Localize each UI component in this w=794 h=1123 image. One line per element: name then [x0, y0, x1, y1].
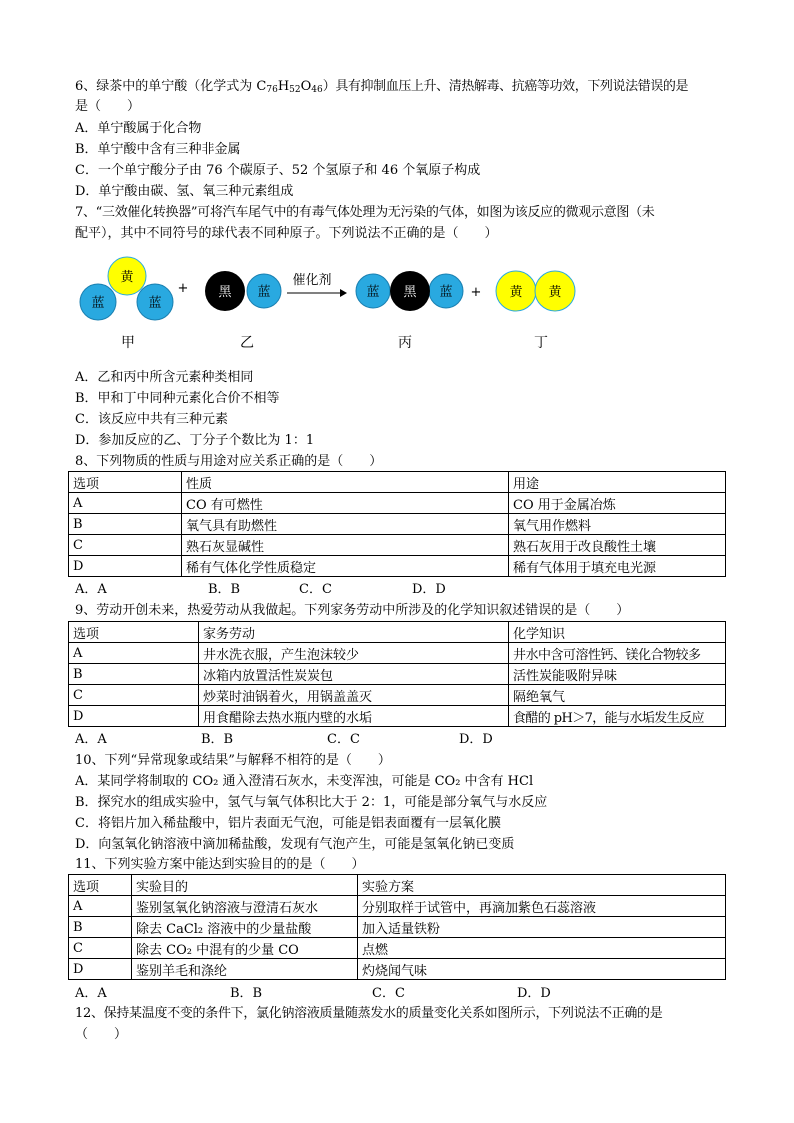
q8-table	[68, 471, 726, 577]
q6-stem-text-end: ）具有抑制血压上升、清热解毒、抗癌等功效，下列说法错误的是	[322, 79, 689, 94]
q6-stem-line2: 是（ ）	[75, 99, 141, 114]
answer-option-c: C．C	[299, 582, 332, 597]
q10-option-d: D．向氢氧化钠溶液中滴加稀盐酸，发现有气泡产生，可能是氢氧化钠已变质	[75, 837, 515, 852]
table-cell: C	[69, 535, 182, 556]
table-row	[69, 556, 726, 577]
table-cell: 井水洗衣服，产生泡沫较少	[199, 643, 509, 664]
atom-label: 蓝	[148, 296, 162, 311]
q7-option-b: B．甲和丁中同种元素化合价不相等	[75, 391, 280, 406]
q6-stem	[75, 78, 688, 95]
table-cell: CO 有可燃性	[182, 493, 509, 514]
q7-option-d: D．参加反应的乙、丁分子个数比为 1：1	[75, 433, 315, 448]
q6-formula-o-subscript: 46	[311, 85, 323, 95]
table-cell: C	[69, 938, 132, 959]
table-header: 实验目的	[132, 875, 358, 896]
table-cell: 灼烧闻气味	[358, 959, 726, 980]
q6-option-c: C．一个单宁酸分子由 76 个碳原子、52 个氢原子和 46 个氧原子构成	[75, 163, 481, 178]
table-row	[69, 917, 726, 938]
table-row	[69, 706, 726, 727]
q10-option-c: C．将铝片加入稀盐酸中，铝片表面无气泡，可能是铝表面覆有一层氧化膜	[75, 816, 501, 831]
table-cell: 加入适量铁粉	[358, 917, 726, 938]
table-row	[69, 535, 726, 556]
answer-option-a: A．A	[75, 582, 107, 597]
table-row	[69, 896, 726, 917]
table-row	[69, 643, 726, 664]
table-header-row	[69, 622, 726, 643]
q7-option-a: A．乙和丙中所含元素种类相同	[75, 370, 254, 385]
table-cell: A	[69, 643, 199, 664]
answer-option-a: A．A	[75, 732, 107, 747]
atom-label: 黄	[120, 270, 134, 285]
atom-label: 蓝	[439, 285, 453, 300]
table-row	[69, 514, 726, 535]
answer-option-d: D．D	[412, 582, 446, 597]
catalyst-label: 催化剂	[292, 273, 332, 288]
atom-label: 黄	[509, 285, 523, 300]
q7-stem-line1: 7、“三效催化转换器”可将汽车尾气中的有毒气体处理为无污染的气体，如图为该反应的微观示意图（未	[75, 205, 655, 220]
q11-table	[68, 874, 726, 980]
table-header: 实验方案	[358, 875, 726, 896]
answer-option-d: D．D	[517, 986, 551, 1001]
plus-sign: +	[177, 281, 189, 296]
answer-option-d: D．D	[459, 732, 493, 747]
table-row	[69, 685, 726, 706]
table-cell: B	[69, 514, 182, 535]
table-cell: 稀有气体用于填充电光源	[509, 556, 726, 577]
molecule-bing	[356, 271, 463, 311]
table-header: 用途	[509, 472, 726, 493]
table-cell: 炒菜时油锅着火，用锅盖盖灭	[199, 685, 509, 706]
q6-formula-o: O	[300, 79, 312, 94]
q9-stem: 9、劳动开创未来，热爱劳动从我做起。下列家务劳动中所涉及的化学知识叙述错误的是（ ）	[75, 603, 630, 618]
table-cell: 熟石灰显碱性	[182, 535, 509, 556]
atom-label: 蓝	[257, 285, 271, 300]
table-cell: D	[69, 556, 182, 577]
table-cell: 氧气用作燃料	[509, 514, 726, 535]
q6-option-b: B．单宁酸中含有三种非金属	[75, 142, 241, 157]
q12-stem-line1: 12、保持某温度不变的条件下，氯化钠溶液质量随蒸发水的质量变化关系如图所示，下列说法不正确的是	[75, 1006, 663, 1021]
arrow-head-icon	[340, 289, 347, 297]
table-cell: 氧气具有助燃性	[182, 514, 509, 535]
table-cell: C	[69, 685, 199, 706]
table-cell: 隔绝氧气	[509, 685, 726, 706]
answer-option-a: A．A	[75, 986, 107, 1001]
table-cell: 除去 CO₂ 中混有的少量 CO	[132, 938, 358, 959]
table-row	[69, 664, 726, 685]
label-jia: 甲	[121, 335, 135, 351]
q6-option-d: D．单宁酸由碳、氢、氧三种元素组成	[75, 184, 294, 199]
table-cell: 熟石灰用于改良酸性土壤	[509, 535, 726, 556]
molecule-jia	[80, 257, 173, 320]
table-cell: 冰箱内放置活性炭炭包	[199, 664, 509, 685]
q10-option-b: B．探究水的组成实验中，氢气与氧气体积比大于 2：1，可能是部分氧气与水反应	[75, 795, 548, 810]
plus-sign: +	[470, 285, 482, 300]
table-header: 选项	[69, 472, 182, 493]
q8-stem: 8、下列物质的性质与用途对应关系正确的是（ ）	[75, 454, 383, 469]
table-row	[69, 493, 726, 514]
molecule-ding	[496, 271, 575, 311]
table-cell: B	[69, 664, 199, 685]
table-cell: B	[69, 917, 132, 938]
answer-option-b: B．B	[201, 732, 234, 747]
atom-label: 黄	[548, 285, 562, 300]
label-yi: 乙	[240, 335, 254, 351]
table-header: 性质	[182, 472, 509, 493]
q6-formula-h: H	[277, 79, 290, 94]
table-header-row	[69, 472, 726, 493]
answer-option-c: C．C	[327, 732, 360, 747]
table-header: 选项	[69, 622, 199, 643]
table-cell: A	[69, 493, 182, 514]
table-cell: 鉴别羊毛和涤纶	[132, 959, 358, 980]
table-header: 家务劳动	[199, 622, 509, 643]
q6-formula-c-subscript: 76	[266, 85, 278, 95]
answer-option-c: C．C	[372, 986, 405, 1001]
q10-option-a: A．某同学将制取的 CO₂ 通入澄清石灰水，未变浑浊，可能是 CO₂ 中含有 HCl	[75, 774, 534, 789]
q7-option-c: C．该反应中共有三种元素	[75, 412, 228, 427]
table-cell: 食醋的 pH＞7，能与水垢发生反应	[509, 706, 726, 727]
q12-stem-line2: （ ）	[75, 1027, 128, 1042]
atom-label: 黑	[218, 285, 232, 300]
table-header: 选项	[69, 875, 132, 896]
table-header: 化学知识	[509, 622, 726, 643]
table-row	[69, 959, 726, 980]
atom-label: 黑	[403, 285, 417, 300]
q11-stem: 11、下列实验方案中能达到实验目的的是（ ）	[75, 857, 365, 872]
label-ding: 丁	[534, 335, 548, 351]
reaction-diagram	[0, 250, 794, 350]
q9-table	[68, 621, 726, 727]
q6-formula-h-subscript: 52	[289, 85, 301, 95]
q6-option-a: A．单宁酸属于化合物	[75, 121, 202, 136]
table-cell: 用食醋除去热水瓶内壁的水垢	[199, 706, 509, 727]
q10-stem: 10、下列“异常现象或结果”与解释不相符的是（ ）	[75, 753, 391, 768]
table-header-row	[69, 875, 726, 896]
label-bing: 丙	[398, 335, 412, 351]
atom-label: 蓝	[366, 285, 380, 300]
answer-option-b: B．B	[208, 582, 241, 597]
table-cell: A	[69, 896, 132, 917]
table-row	[69, 938, 726, 959]
table-cell: 稀有气体化学性质稳定	[182, 556, 509, 577]
table-cell: 点燃	[358, 938, 726, 959]
q7-stem-line2: 配平），其中不同符号的球代表不同种原子。下列说法不正确的是（ ）	[75, 226, 498, 241]
table-cell: 分别取样于试管中，再滴加紫色石蕊溶液	[358, 896, 726, 917]
q6-stem-text: 6、绿茶中的单宁酸（化学式为 C	[75, 79, 267, 94]
table-cell: 井水中含可溶性钙、镁化合物较多	[509, 643, 726, 664]
table-cell: D	[69, 959, 132, 980]
atom-label: 蓝	[91, 296, 105, 311]
table-cell: 除去 CaCl₂ 溶液中的少量盐酸	[132, 917, 358, 938]
answer-option-b: B．B	[230, 986, 263, 1001]
table-cell: D	[69, 706, 199, 727]
table-cell: 活性炭能吸附异味	[509, 664, 726, 685]
molecule-yi	[205, 271, 281, 311]
table-cell: 鉴别氢氧化钠溶液与澄清石灰水	[132, 896, 358, 917]
table-cell: CO 用于金属冶炼	[509, 493, 726, 514]
